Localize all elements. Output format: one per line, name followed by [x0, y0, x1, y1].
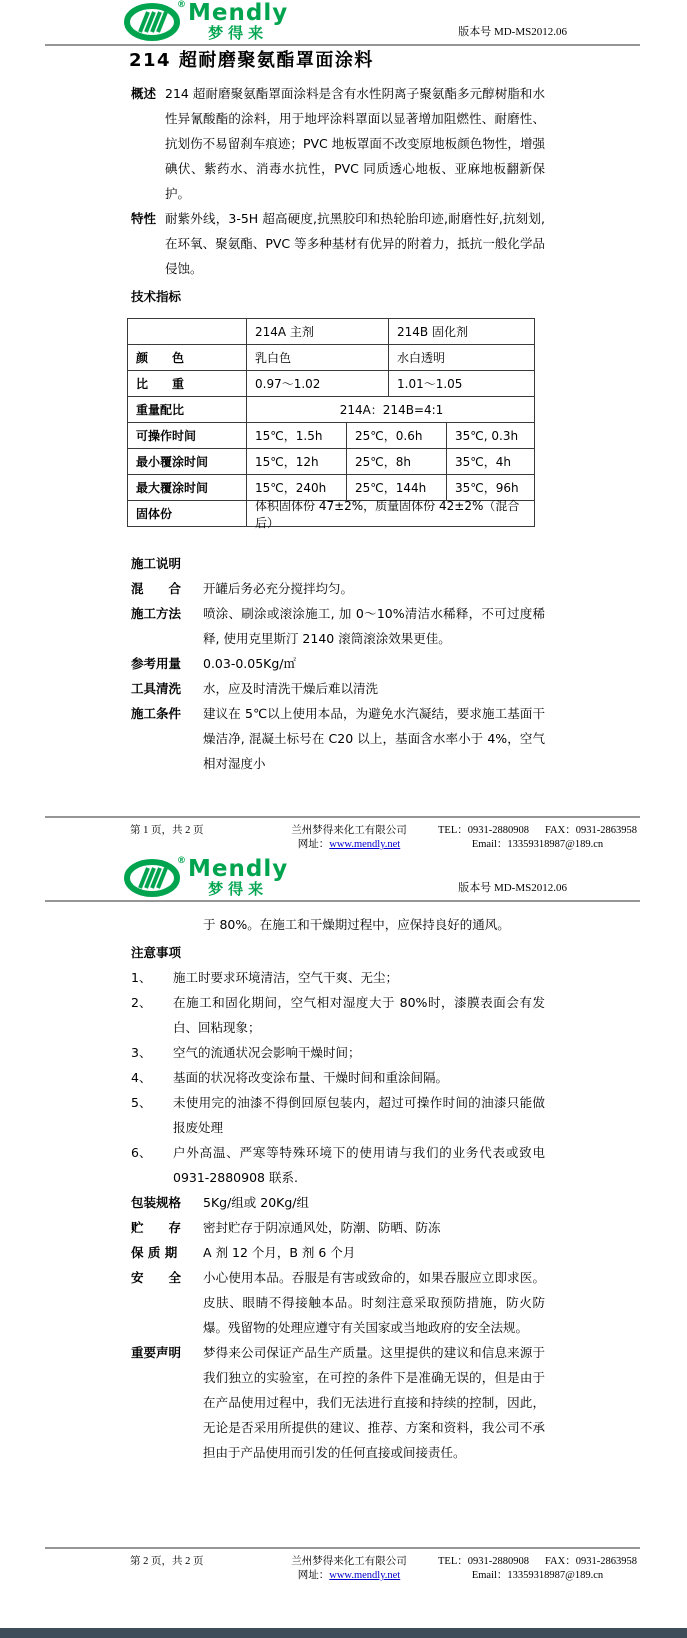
ratio-value: 214A：214B=4:1: [246, 397, 534, 422]
version-label: 版本号 MD-MS2012.06: [458, 26, 567, 38]
mixing-text: 开罐后务必充分搅拌均匀。: [203, 581, 354, 596]
note-item-1: [131, 965, 545, 990]
tech-spec-heading: 技术指标: [131, 289, 182, 304]
table-cell-component-b: 214B 固化剂: [388, 319, 534, 344]
company-name: 兰州梦得来化工有限公司: [291, 825, 407, 836]
disclaimer-label: 重要声明: [131, 1345, 182, 1360]
note-text: 施工时要求环境清洁，空气干爽、无尘；: [173, 970, 399, 985]
features-label: 特性: [131, 211, 157, 226]
header-rule: [45, 44, 640, 46]
storage-text: 密封贮存于阴凉通风处，防潮、防晒、防冻: [203, 1220, 441, 1235]
website-line: [291, 1569, 407, 1583]
table-row-header: [128, 319, 534, 344]
packing-text: 5Kg/组或 20Kg/组: [203, 1195, 310, 1210]
note-text: 基面的状况将改变涂布量、干燥时间和重涂间隔。: [173, 1070, 449, 1085]
overview-row: [131, 81, 545, 206]
note-text: 户外高温、严寒等特殊环境下的使用请与我们的业务代表或致电 0931-2880908 联系.: [173, 1145, 545, 1185]
value-35c: 35℃，96h: [446, 475, 534, 500]
value-15c: 15℃，12h: [246, 449, 346, 474]
company-block: [291, 1555, 407, 1583]
note-number: 4、: [131, 1070, 152, 1085]
dosage-text: 0.03-0.05Kg/㎡: [203, 656, 297, 671]
contact-block: [438, 824, 637, 852]
brand-wordmark: [188, 2, 288, 41]
email-address: Email：13359318987@189.cn: [471, 839, 604, 850]
safety-text: 小心使用本品。吞服是有害或致命的，如果吞服应立即求医。皮肤、眼睛不得接触本品。时刻注意采取预防措施，防火防爆。残留物的处理应遵守有关国家或当地政府的安全法规。: [203, 1270, 545, 1335]
tel-fax-line: [438, 1555, 637, 1569]
solids-value: 体积固体份 47±2%，质量固体份 42±2%（混合后）: [246, 501, 534, 526]
brand-name-cn: 梦得来: [208, 24, 269, 42]
company-block: [291, 824, 407, 852]
spec-table: [127, 318, 535, 530]
website-line: [291, 838, 407, 852]
disclaimer-row: [131, 1340, 545, 1465]
row-label: 重量配比: [136, 403, 185, 417]
note-text: 在施工和固化期间，空气相对湿度大于 80%时，漆膜表面会有发白、回粘现象；: [173, 995, 545, 1035]
tool-clean-text: 水，应及时清洗干燥后难以清洗: [203, 681, 379, 696]
note-number: 1、: [131, 970, 152, 985]
dosage-label: 参考用量: [131, 656, 182, 671]
brand-name-en: Mendly: [188, 856, 289, 882]
value-15c: 15℃，240h: [246, 475, 346, 500]
brand-logo: [123, 858, 288, 898]
storage-label: 贮 存: [131, 1220, 182, 1235]
row-label: 比 重: [136, 377, 185, 391]
condition-row: [131, 701, 545, 776]
overview-label: 概述: [131, 86, 157, 101]
company-name: 兰州梦得来化工有限公司: [291, 1556, 407, 1567]
tel-number: TEL：0931-2880908: [438, 1556, 529, 1567]
table-row-min-recoat: [128, 448, 534, 474]
value-25c: 25℃，8h: [346, 449, 446, 474]
product-title: 214 超耐磨聚氨酯罩面涂料: [129, 50, 374, 71]
value-25c: 25℃，144h: [346, 475, 446, 500]
overview-text: 214 超耐磨聚氨酯罩面涂料是含有水性阴离子聚氨酯多元醇树脂和水性异氰酸酯的涂料，用于地坪涂料罩面以显著增加阻燃性、耐磨性、抗划伤不易留刹车痕迹；PVC 地板罩面不改变原地板颜色物性，增强碘伏、紫药水、消毒水抗性，PVC 同质透心地板、亚麻地板翻新保护。: [165, 86, 545, 201]
method-row: [131, 601, 545, 651]
website-label: 网址：: [297, 839, 330, 850]
condition-text: 建议在 5℃以上使用本品，为避免水汽凝结，要求施工基面干燥洁净, 混凝土标号在 C20 以上，基面含水率小于 4%，空气相对湿度小: [203, 706, 545, 771]
website-link[interactable]: www.mendly.net: [329, 1570, 401, 1581]
tool-clean-label: 工具清洗: [131, 681, 182, 696]
mixing-label: 混 合: [131, 581, 182, 596]
storage-row: [131, 1215, 545, 1240]
packing-row: [131, 1190, 545, 1215]
registered-mark: ®: [177, 0, 186, 10]
table-cell-blank: [128, 319, 246, 344]
condition-continuation-text: 于 80%。在施工和干燥期过程中，应保持良好的通风。: [203, 917, 510, 932]
note-item-4: [131, 1065, 545, 1090]
email-address: Email：13359318987@189.cn: [471, 1570, 604, 1581]
row-label: 可操作时间: [136, 429, 197, 443]
table-row-gravity: [128, 370, 534, 396]
note-number: 6、: [131, 1145, 152, 1160]
page1-header: [0, 0, 687, 44]
method-text: 喷涂、刷涂或滚涂施工, 加 0～10%清洁水稀释，不可过度稀释, 使用克里斯汀 2140 滚筒滚涂效果更佳。: [203, 606, 545, 646]
datasheet-page-2: [0, 856, 687, 1583]
condition-label: 施工条件: [131, 706, 182, 721]
page2-header: [0, 856, 687, 900]
notes-heading: 注意事项: [131, 945, 182, 960]
row-label: 颜 色: [136, 351, 185, 365]
disclaimer-text: 梦得来公司保证产品生产质量。这里提供的建议和信息来源于我们独立的实验室，在可控的条件下是准确无误的，但是由于在产品使用过程中，我们无法进行直接和持续的控制，因此，无论是否采用所提供的建议、推荐、方案和资料，我公司不承担由于产品使用而引发的任何直接或间接责任。: [203, 1345, 545, 1460]
contact-block: [438, 1555, 637, 1583]
fax-number: FAX：0931-2863958: [545, 1556, 637, 1567]
row-label: 最小覆涂时间: [136, 455, 209, 469]
mendly-logo-icon: [123, 858, 181, 898]
version-label: 版本号 MD-MS2012.06: [458, 882, 567, 894]
header-rule: [45, 900, 640, 902]
method-label: 施工方法: [131, 606, 182, 621]
note-text: 空气的流通状况会影响干燥时间；: [173, 1045, 361, 1060]
note-number: 2、: [131, 995, 152, 1010]
construction-heading: 施工说明: [131, 556, 182, 571]
registered-mark: ®: [177, 856, 186, 866]
note-text: 未使用完的油漆不得倒回原包装内，超过可操作时间的油漆只能做报废处理: [173, 1095, 545, 1135]
shelf-life-text: A 剂 12 个月，B 剂 6 个月: [203, 1245, 356, 1260]
mendly-logo-icon: [123, 2, 181, 42]
note-number: 5、: [131, 1095, 152, 1110]
mixing-row: [131, 576, 545, 601]
table-row-pot-life: [128, 422, 534, 448]
dosage-row: [131, 651, 545, 676]
note-item-6: [131, 1140, 545, 1190]
value-b: 水白透明: [388, 345, 534, 370]
row-label: 固体份: [136, 507, 173, 521]
value-15c: 15℃，1.5h: [246, 423, 346, 448]
page-number: 第 1 页，共 2 页: [130, 825, 204, 836]
value-a: 0.97～1.02: [246, 371, 388, 396]
value-35c: 35℃，4h: [446, 449, 534, 474]
features-text: 耐紫外线，3-5H 超高硬度,抗黑胶印和热轮胎印迹,耐磨性好,抗刻划,在环氧、聚氨酯、PVC 等多种基材有优异的附着力，抵抗一般化学品侵蚀。: [165, 211, 545, 276]
note-item-2: [131, 990, 545, 1040]
website-link[interactable]: www.mendly.net: [329, 839, 401, 850]
note-number: 3、: [131, 1045, 152, 1060]
tel-number: TEL：0931-2880908: [438, 825, 529, 836]
value-25c: 25℃，0.6h: [346, 423, 446, 448]
website-label: 网址：: [297, 1570, 330, 1581]
shelf-life-row: [131, 1240, 545, 1265]
value-35c: 35℃, 0.3h: [446, 423, 534, 448]
table-row-color: [128, 344, 534, 370]
safety-row: [131, 1265, 545, 1340]
table-cell-component-a: 214A 主剂: [246, 319, 388, 344]
bottom-bar: [0, 1628, 687, 1638]
brand-logo: [123, 2, 288, 42]
page2-footer: [130, 1555, 637, 1583]
table-row-solids: [128, 498, 534, 530]
page1-footer: [130, 824, 637, 852]
packing-label: 包装规格: [131, 1195, 182, 1210]
note-item-5: [131, 1090, 545, 1140]
row-label: 最大覆涂时间: [136, 481, 209, 495]
tel-fax-line: [438, 824, 637, 838]
footer-rule: [45, 1547, 640, 1549]
brand-wordmark: [188, 858, 288, 897]
shelf-life-label: 保 质 期: [131, 1245, 178, 1260]
value-b: 1.01～1.05: [388, 371, 534, 396]
table-row-ratio: [128, 396, 534, 422]
features-row: [131, 206, 545, 281]
fax-number: FAX：0931-2863958: [545, 825, 637, 836]
footer-rule: [45, 816, 640, 818]
brand-name-cn: 梦得来: [208, 880, 269, 898]
brand-name-en: Mendly: [188, 0, 289, 26]
safety-label: 安 全: [131, 1270, 182, 1285]
page-number: 第 2 页，共 2 页: [130, 1556, 204, 1567]
tool-clean-row: [131, 676, 545, 701]
note-item-3: [131, 1040, 545, 1065]
value-a: 乳白色: [246, 345, 388, 370]
